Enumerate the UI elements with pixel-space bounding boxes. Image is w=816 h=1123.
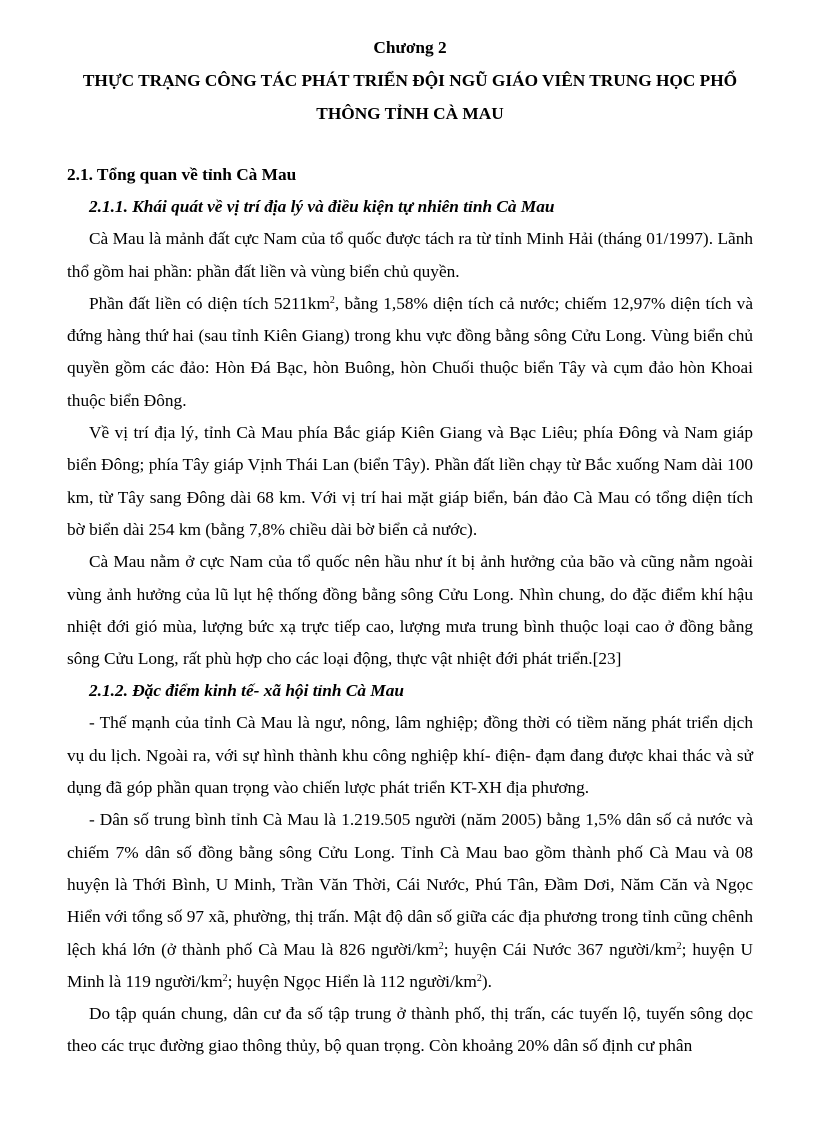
chapter-title-line-1: THỰC TRẠNG CÔNG TÁC PHÁT TRIỂN ĐỘI NGŨ GIÁO VIÊN TRUNG HỌC PHỔ [82, 71, 738, 91]
subsection-heading-2-1-2: 2.1.2. Đặc điểm kinh tế- xã hội tỉnh Cà Mau [89, 681, 404, 701]
text-run: ). [481, 971, 492, 991]
paragraph-population [67, 804, 753, 998]
paragraph-settlement: Do tập quán chung, dân cư đa số tập trung ở thành phố, thị trấn, các tuyến lộ, tuyến sông dọc theo các trục đường giao thông thủy, bộ quan trọng. Còn khoảng 20% dân số định cư phân [67, 1004, 753, 1056]
text-run: Phần đất liền có diện tích 5211km [89, 293, 330, 313]
paragraph-geography: Về vị trí địa lý, tỉnh Cà Mau phía Bắc giáp Kiên Giang và Bạc Liêu; phía Đông và Nam giáp biển Đông; phía Tây giáp Vịnh Thái Lan (biển Tây). Phần đất liền chạy từ Bắc xuống Nam dài 100 km, từ Tây sang Đông dài 68 km. Với vị trí hai mặt giáp biển, bán đảo Cà Mau có tổng diện tích bờ biển dài 254 km (bằng 7,8% chiều dài bờ biển cả nước). [67, 423, 753, 539]
text-run: ; huyện U Minh là 119 người/km [67, 939, 754, 991]
superscript: 2 [438, 940, 444, 952]
chapter-title-line-2: THÔNG TỈNH CÀ MAU [316, 104, 504, 124]
superscript: 2 [476, 972, 482, 984]
superscript: 2 [222, 972, 228, 984]
paragraph-location-intro: Cà Mau là mảnh đất cực Nam của tổ quốc được tách ra từ tỉnh Minh Hải (tháng 01/1997). Lãnh thổ gồm hai phần: phần đất liền và vùng biển chủ quyền. [67, 229, 753, 281]
text-run: , bằng 1,58% diện tích cả nước; chiếm 12,97% diện tích và đứng hàng thứ hai (sau tỉnh Kiên Giang) trong khu vực đồng bằng sông Cửu Long. Vùng biển chủ quyền gồm các đảo: Hòn Đá Bạc, hòn Buông, hòn Chuối thuộc biển Tây và cụm đảo hòn Khoai thuộc biển Đông. [67, 293, 753, 410]
document-page [67, 32, 753, 1063]
section-heading-2-1: 2.1. Tổng quan về tỉnh Cà Mau [67, 165, 297, 185]
paragraph-climate: Cà Mau nằm ở cực Nam của tổ quốc nên hầu như ít bị ảnh hưởng của bão và cũng nằm ngoài vùng ảnh hưởng của lũ lụt hệ thống đồng bằng sông Cửu Long. Nhìn chung, do đặc điểm khí hậu nhiệt đới gió mùa, lượng bức xạ trực tiếp cao, lượng mưa trung bình thuộc loại cao ở đồng bằng sông Cửu Long, rất phù hợp cho các loại động, thực vật nhiệt đới phát triển.[23] [67, 552, 753, 669]
paragraph-land-area [67, 288, 753, 417]
text-run: ; huyện Cái Nước 367 người/km [443, 939, 677, 959]
superscript: 2 [676, 940, 682, 952]
paragraph-economy: - Thế mạnh của tỉnh Cà Mau là ngư, nông, lâm nghiệp; đồng thời có tiềm năng phát triển dịch vụ du lịch. Ngoài ra, với sự hình thành khu công nghiệp khí- điện- đạm đang được khai thác và sử dụng đã góp phần quan trọng vào chiến lược phát triển KT-XH địa phương. [67, 713, 753, 798]
chapter-label: Chương 2 [373, 38, 447, 57]
superscript: 2 [329, 294, 335, 306]
subsection-heading-2-1-1: 2.1.1. Khái quát về vị trí địa lý và điều kiện tự nhiên tỉnh Cà Mau [89, 197, 555, 217]
text-run: - Dân số trung bình tỉnh Cà Mau là 1.219.505 người (năm 2005) bằng 1,5% dân số cả nước và chiếm 7% dân số đồng bằng sông Cửu Long. Tỉnh Cà Mau bao gồm thành phố Cà Mau và 08 huyện là Thới Bình, U Minh, Trần Văn Thời, Cái Nước, Phú Tân, Đầm Dơi, Năm Căn và Ngọc Hiển với tổng số 97 xã, phường, thị trấn. Mật độ dân số giữa các địa phương trong tỉnh cũng chênh lệch khá lớn (ở thành phố Cà Mau là 826 người/km [67, 810, 753, 959]
text-run: ; huyện Ngọc Hiển là 112 người/km [227, 971, 477, 991]
chapter-title [67, 64, 753, 130]
